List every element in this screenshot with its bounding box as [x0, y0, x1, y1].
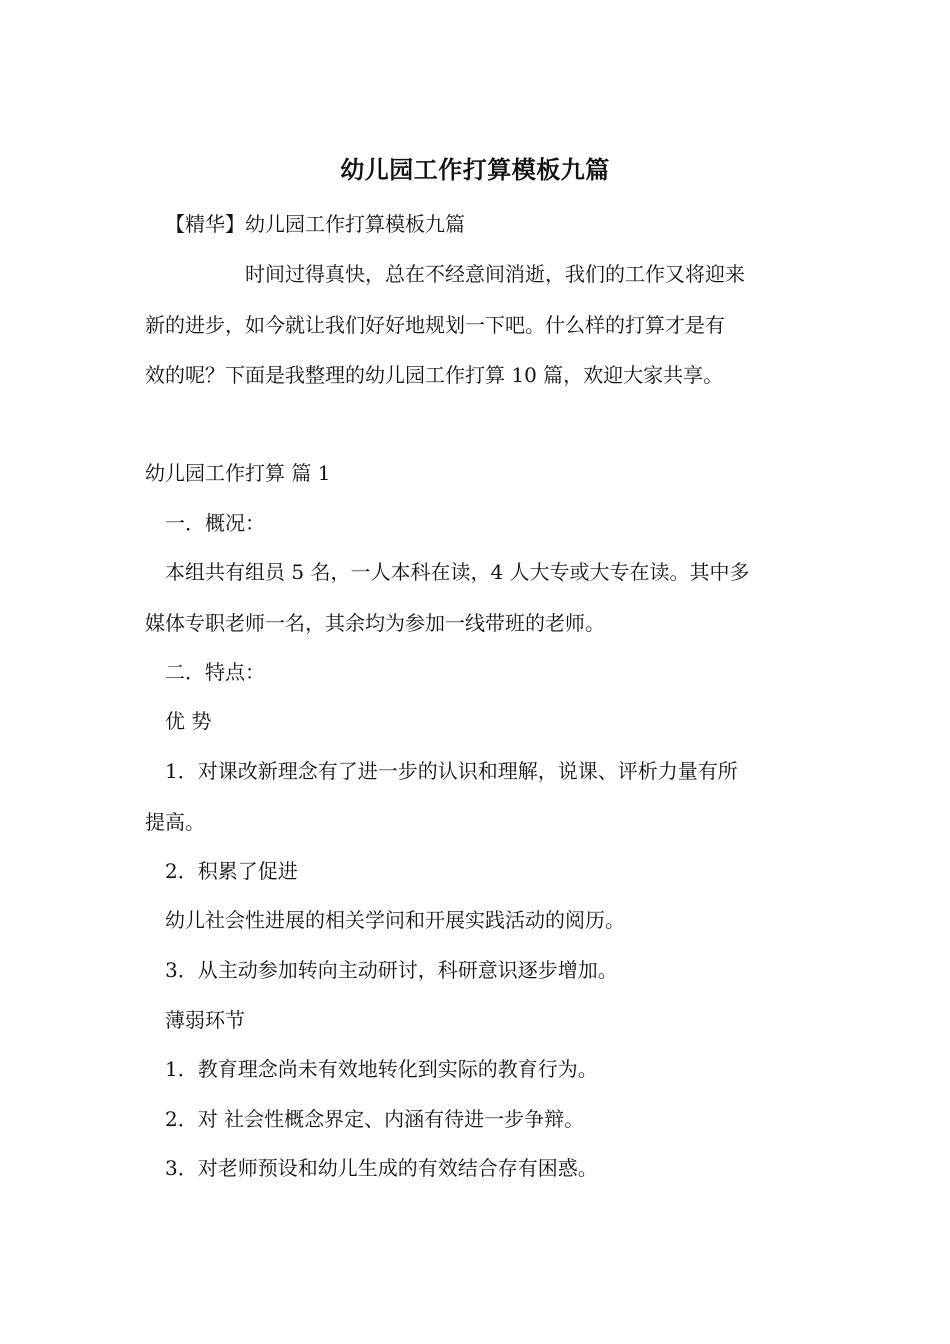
strength-item-2: 2．积累了促进 [165, 859, 298, 883]
section-heading: 幼儿园工作打算 篇 1 [145, 461, 331, 485]
overview-line-1: 本组共有组员 5 名，一人本科在读，4 人大专或大专在读。其中多 [165, 560, 750, 584]
strengths-heading: 优 势 [165, 709, 212, 733]
weakness-item-3: 3．对老师预设和幼儿生成的有效结合存有困惑。 [165, 1156, 598, 1180]
strength-item-3: 3．从主动参加转向主动研讨，科研意识逐步增加。 [165, 958, 618, 982]
strength-item-1-cont: 提高。 [145, 810, 205, 834]
intro-line-2: 新的进步，如今就让我们好好地规划一下吧。什么样的打算才是有 [145, 313, 725, 337]
overview-line-2: 媒体专职老师一名，其余均为参加一线带班的老师。 [145, 611, 605, 635]
features-heading: 二．特点： [165, 660, 265, 684]
overview-heading: 一．概况： [165, 511, 265, 535]
document-subtitle: 【精华】幼儿园工作打算模板九篇 [165, 212, 465, 236]
intro-line-3: 效的呢？下面是我整理的幼儿园工作打算 10 篇，欢迎大家共享。 [145, 363, 724, 387]
weakness-item-1: 1．教育理念尚未有效地转化到实际的教育行为。 [165, 1057, 598, 1081]
strength-item-1: 1．对课改新理念有了进一步的认识和理解，说课、评析力量有所 [165, 759, 738, 783]
weakness-heading: 薄弱环节 [165, 1008, 245, 1032]
document-title: 幼儿园工作打算模板九篇 [340, 156, 610, 184]
weakness-item-2: 2．对 社会性概念界定、内涵有待进一步争辩。 [165, 1107, 585, 1131]
strength-item-2-cont: 幼儿社会性进展的相关学问和开展实践活动的阅历。 [165, 908, 625, 932]
intro-line-1: 时间过得真快，总在不经意间消逝，我们的工作又将迎来 [245, 262, 745, 286]
